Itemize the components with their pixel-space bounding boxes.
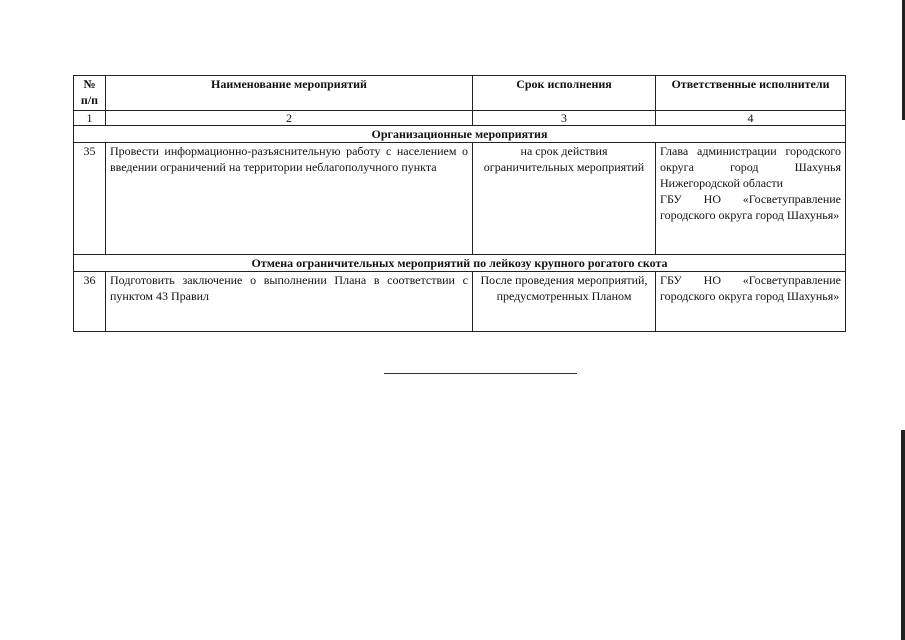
responsible-text: Глава администрации городского округа город Шахунья Нижегородской области	[660, 144, 841, 190]
column-numbers-row	[74, 111, 846, 126]
column-number: 3	[473, 111, 656, 126]
measures-table	[73, 75, 846, 332]
end-divider-line	[384, 373, 577, 374]
section-row	[74, 255, 846, 272]
column-number: 2	[106, 111, 473, 126]
header-deadline: Срок исполнения	[473, 76, 656, 111]
header-name: Наименование мероприятий	[106, 76, 473, 111]
row-responsible	[656, 272, 846, 332]
table-row	[74, 143, 846, 255]
header-num: № п/п	[74, 76, 106, 111]
header-responsible: Ответственные исполнители	[656, 76, 846, 111]
row-number: 35	[74, 143, 106, 255]
row-measure-name: Провести информационно-разъяснительную работу с населением о введении ограничений на территории неблагополучного пункта	[106, 143, 473, 255]
table-row	[74, 272, 846, 332]
responsible-text: ГБУ НО «Госветуправление городского округа город Шахунья»	[660, 273, 841, 303]
section-title-cancellation: Отмена ограничительных мероприятий по лейкозу крупного рогатого скота	[74, 255, 846, 272]
section-title-organizational: Организационные мероприятия	[74, 126, 846, 143]
row-responsible	[656, 143, 846, 255]
column-number: 1	[74, 111, 106, 126]
column-number: 4	[656, 111, 846, 126]
section-row	[74, 126, 846, 143]
row-number: 36	[74, 272, 106, 332]
row-deadline: После проведения мероприятий, предусмотренных Планом	[473, 272, 656, 332]
header-row	[74, 76, 846, 111]
row-deadline: на срок действия ограничительных мероприятий	[473, 143, 656, 255]
responsible-text: ГБУ НО «Госветуправление городского округа город Шахунья»	[660, 192, 841, 222]
row-measure-name: Подготовить заключение о выполнении Плана в соответствии с пунктом 43 Правил	[106, 272, 473, 332]
scan-edge-mark	[901, 430, 905, 640]
